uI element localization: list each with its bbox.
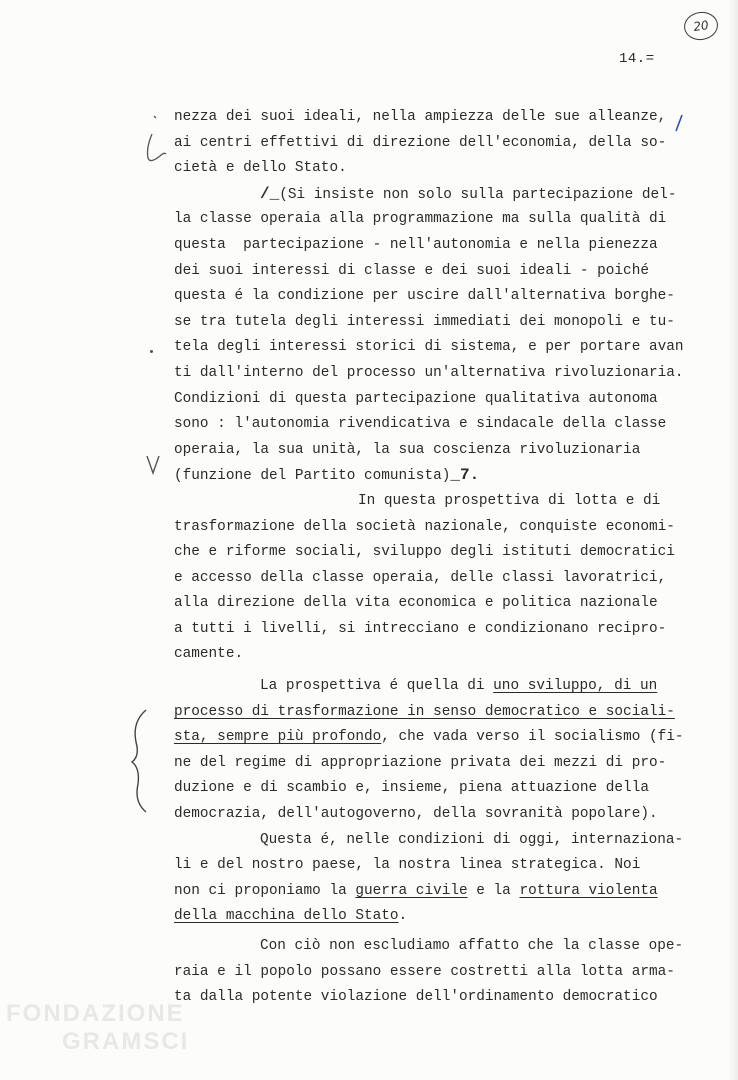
page-edge-shadow: [728, 0, 738, 1080]
margin-brace-mark: [128, 706, 152, 816]
text-line: questa é la condizione per uscire dall'alternativa borghe-: [174, 288, 675, 305]
text-fragment: e la: [467, 882, 520, 899]
underlined-line: processo di trasformazione in senso democratico e sociali-: [174, 703, 675, 720]
text-line: a tutti i livelli, si intrecciano e condizionano recipro-: [174, 620, 667, 637]
text-line: Condizioni di questa partecipazione qualitativa autonoma: [174, 390, 658, 407]
text-line: [174, 725, 714, 751]
underlined-phrase: uno sviluppo, di un: [493, 678, 658, 695]
text-line: Con ciò non escludiamo affatto che la classe ope-: [260, 938, 684, 954]
text-line: Questa é, nelle condizioni di oggi, internaziona-: [260, 831, 684, 848]
text-line: alla direzione della vita economica e politica nazionale: [174, 595, 658, 612]
text-line: che e riforme sociali, sviluppo degli istituti democratici: [174, 544, 675, 561]
archive-stamp: 20: [682, 10, 720, 42]
text-line: nezza dei suoi ideali, nella ampiezza delle sue alleanze,: [174, 109, 667, 125]
text-fragment: (funzione del Partito comunista): [174, 468, 451, 485]
text-fragment: .: [398, 908, 408, 925]
text-line: [174, 463, 714, 489]
underlined-phrase: guerra civile: [355, 882, 468, 899]
underlined-phrase: rottura violenta: [519, 882, 658, 899]
text-line: trasformazione della società nazionale, conquiste economi-: [174, 518, 675, 535]
margin-check-mark: [144, 452, 164, 478]
typewritten-text: [174, 105, 714, 1011]
margin-hook-mark: [140, 112, 170, 172]
text-line: raia e il popolo possano essere costretti alla lotta arma-: [174, 963, 675, 980]
text-line: cietà e dello Stato.: [174, 160, 347, 177]
text-line: questa partecipazione - nell'autonomia e nella pienezza: [174, 236, 658, 253]
text-line: ne del regime di appropriazione privata dei mezzi di pro-: [174, 754, 667, 771]
text-line: se tra tutela degli interessi immediati dei monopoli e tu-: [174, 313, 675, 330]
underlined-phrase: sta, sempre più profondo: [174, 729, 382, 746]
text-line: ai centri effettivi di direzione dell'economia, della so-: [174, 134, 667, 151]
text-line: dei suoi interessi di classe e dei suoi ideali - poiché: [174, 262, 649, 279]
text-line: sono : l'autonomia rivendicativa e sindacale della classe: [174, 416, 667, 433]
text-fragment: La prospettiva é quella di: [260, 678, 485, 695]
bracket-open-mark: /_: [260, 184, 280, 203]
text-line: [174, 879, 714, 905]
text-line: [174, 674, 714, 700]
text-line: e accesso della classe operaia, delle classi lavoratrici,: [174, 569, 667, 586]
text-fragment: , che vada verso il socialismo (fi-: [381, 729, 684, 746]
text-fragment: non ci proponiamo la: [174, 882, 356, 899]
text-line: tela degli interessi storici di sistema, e per portare avan: [174, 339, 684, 356]
text-line: duzione e di scambio e, insieme, piena attuazione della: [174, 780, 649, 797]
text-line: camente.: [174, 646, 244, 663]
margin-dot-mark: [150, 350, 153, 353]
text-line: li e del nostro paese, la nostra linea strategica. Noi: [174, 857, 641, 874]
text-fragment: (Si insiste non solo sulla partecipazione del-: [279, 186, 677, 203]
text-line: ta dalla potente violazione dell'ordinamento democratico: [174, 989, 658, 1006]
text-line: ti dall'interno del processo un'alternativa rivoluzionaria.: [174, 364, 684, 381]
text-line: la classe operaia alla programmazione ma sulla qualità di: [174, 211, 667, 228]
text-line: [174, 904, 714, 930]
underlined-phrase: della macchina dello Stato: [174, 908, 399, 925]
text-line: [174, 182, 714, 208]
bracket-close-mark: _7.: [450, 466, 480, 485]
page-number: 14.=: [619, 51, 655, 67]
watermark-line: GRAMSCI: [62, 1028, 190, 1055]
foundation-watermark: [6, 1000, 189, 1056]
text-line: operaia, la sua unità, la sua coscienza rivoluzionaria: [174, 441, 641, 458]
watermark-line: FONDAZIONE: [6, 1000, 185, 1027]
text-line: democrazia, dell'autogoverno, della sovranità popolare).: [174, 806, 658, 823]
text-line: In questa prospettiva di lotta e di: [358, 492, 661, 509]
